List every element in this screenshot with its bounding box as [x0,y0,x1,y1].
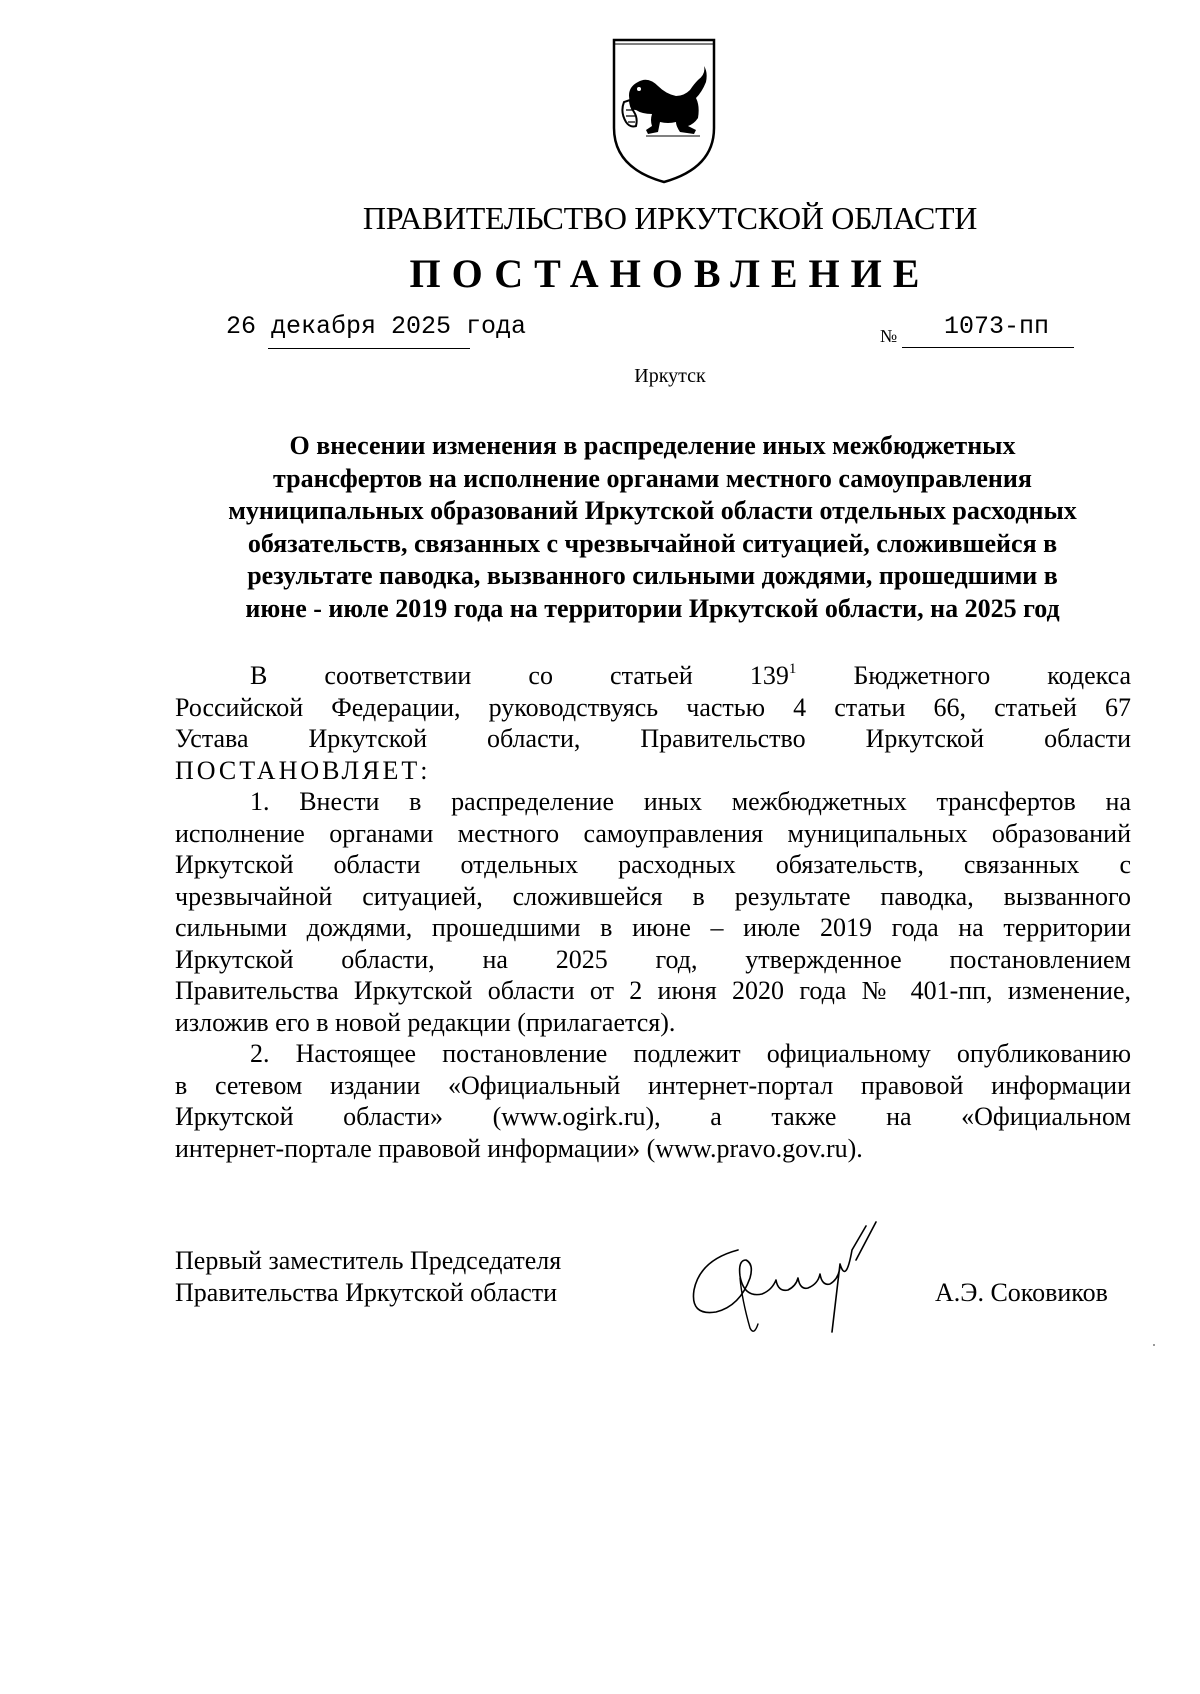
item1-line: Иркутской области отдельных расходных обязательств, связанных с [175,850,1131,879]
preamble-text: Бюджетного кодекса [796,661,1131,690]
document-body [175,660,1131,1164]
position-line: Первый заместитель Председателя [175,1246,562,1275]
item2-line: в сетевом издании «Официальный интернет-портал правовой информации [175,1070,1131,1100]
title-line: июне - июле 2019 года на территории Иркутской области, на 2025 год [245,593,1060,623]
item1-line: исполнение органами местного самоуправления муниципальных образований [175,818,1131,848]
title-line: обязательств, связанных с чрезвычайной ситуацией, сложившейся в [247,528,1058,558]
item1-line: Иркутской области, на 2025 год, утвержденное постановлением [175,944,1131,974]
signatory-position [175,1245,561,1308]
item2-line: 2. Настоящее постановление подлежит официальному опубликованию [250,1039,1131,1068]
document-number: 1073-пп [944,312,1050,341]
number-underline [902,347,1074,348]
item2-line: интернет-портале правовой информации» (www.pravo.gov.ru). [175,1133,863,1163]
item1-line: чрезвычайной ситуацией, сложившейся в результате паводка, вызванного [175,881,1131,911]
article-superscript: 1 [788,661,797,677]
item1-line: сильными дождями, прошедшими в июне – июле 2019 года на территории [175,913,1131,942]
title-line: О внесении изменения в распределение иных межбюджетных [289,431,1016,460]
item1-line: изложив его в новой редакции (прилагается). [175,1007,676,1037]
preamble-line [175,660,1131,692]
preamble-line: Устава Иркутской области, Правительство Иркутской области [175,724,1131,753]
date-underline [268,348,470,349]
signatory-name: А.Э. Соковиков [935,1278,1108,1307]
signature-icon [680,1220,890,1340]
item1-line: Правительства Иркутской области от 2 июня 2020 года № 401-пп, изменение, [175,976,1131,1005]
title-line: результате паводка, вызванного сильными дождями, прошедшими в [247,561,1058,590]
item2-line: Иркутской области» (www.ogirk.ru), а также на «Официальном [175,1102,1131,1131]
document-title [175,430,1130,625]
resolves-word: ПОСТАНОВЛЯЕТ: [175,755,431,785]
number-sign: № [880,326,898,346]
city: Иркутск [634,365,706,387]
document-date: 26 декабря 2025 года [226,312,527,341]
title-line: трансфертов на исполнение органами местного самоуправления [273,463,1032,493]
title-line: муниципальных образований Иркутской области отдельных расходных [228,496,1077,525]
item1-line: 1. Внести в распределение иных межбюджетных трансфертов на [250,787,1131,816]
authority-name: ПРАВИТЕЛЬСТВО ИРКУТСКОЙ ОБЛАСТИ [362,200,978,236]
preamble-line: Российской Федерации, руководствуясь частью 4 статьи 66, статьей 67 [175,692,1131,722]
coat-of-arms-icon [610,36,718,184]
scan-speck [1153,1344,1155,1346]
preamble-text: В соответствии со статьей 139 [250,661,789,690]
document-type: ПОСТАНОВЛЕНИЕ [409,251,931,296]
position-line: Правительства Иркутской области [175,1277,558,1307]
